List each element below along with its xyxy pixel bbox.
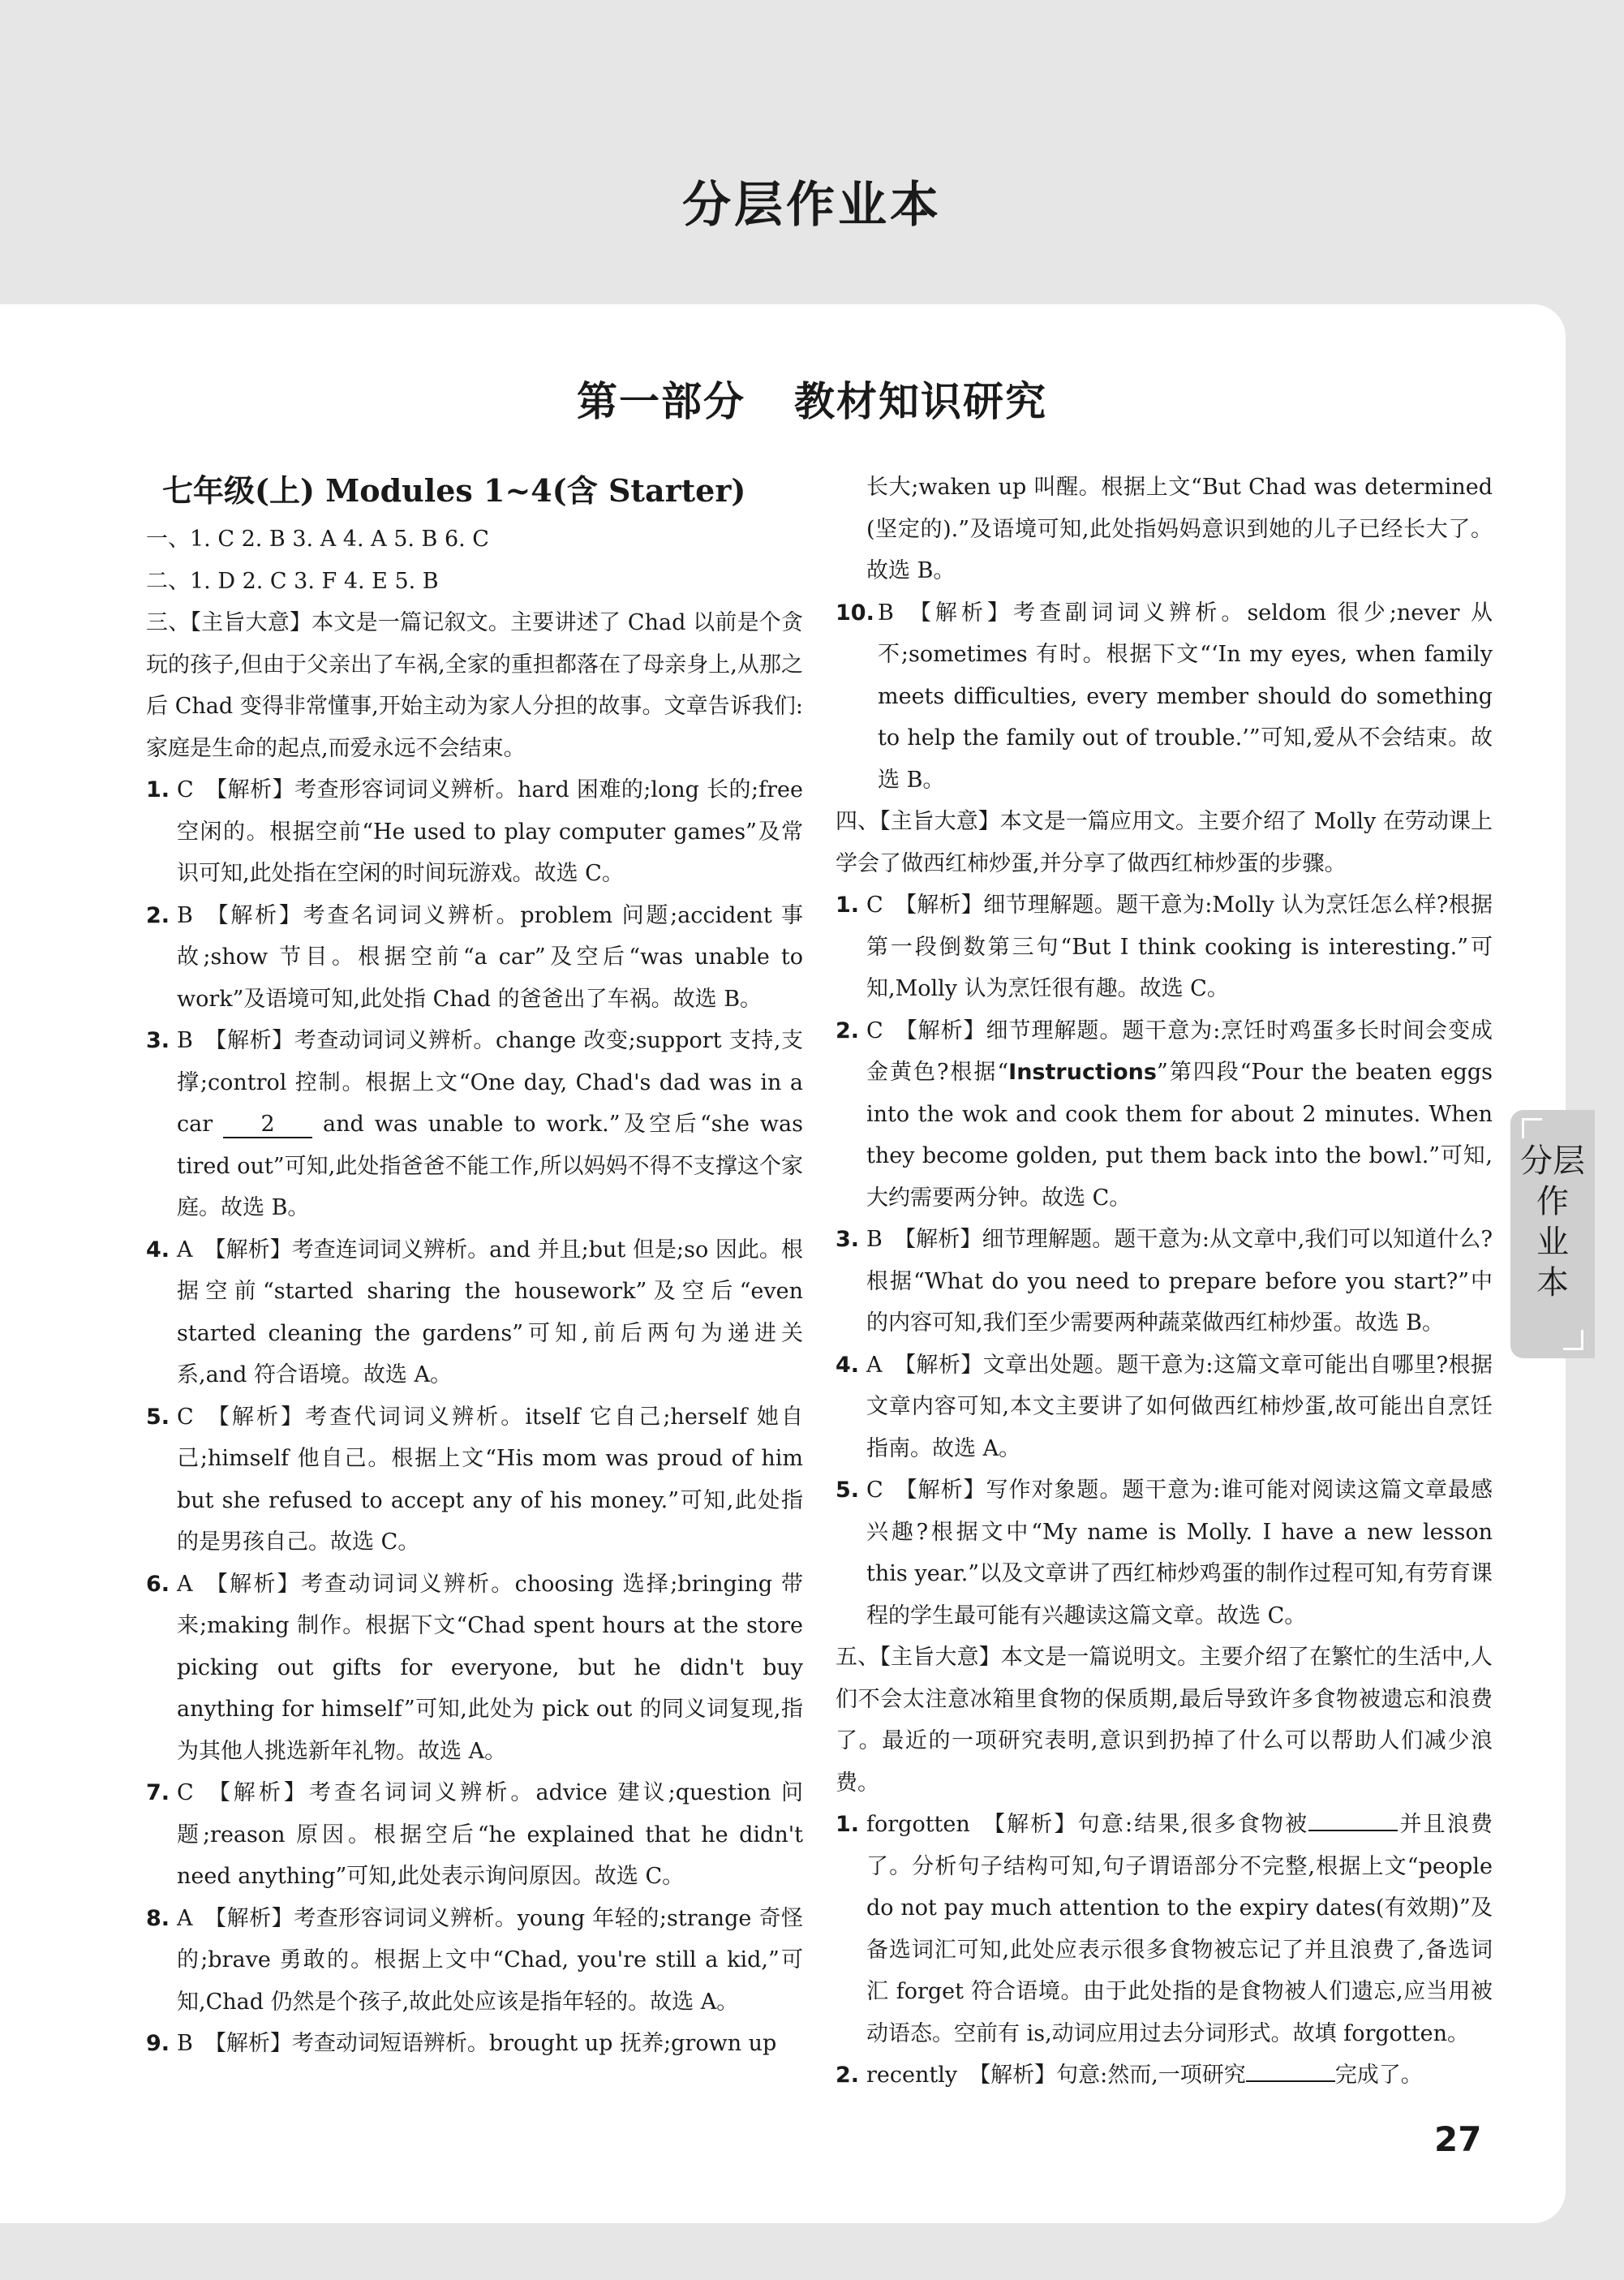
item-answer: C [866, 1017, 883, 1043]
item-answer: B [878, 600, 894, 626]
item-explanation: 【解析】考查副词词义辨析。seldom 很少;never 从不;sometimes 有时。根据下文“‘In my eyes, when family meets difficulties, every member should do something to help the family out of trouble.’”可知,爱从不会结束。故选 B。 [878, 600, 1493, 793]
answer-item [146, 1772, 803, 1898]
item-explanation: 【解析】句意:结果,很多食物被 [981, 1812, 1309, 1837]
side-tab-line1: 分层 [1520, 1142, 1585, 1180]
blank-line [1308, 1830, 1398, 1831]
section-1-answers: 一、1. C 2. B 3. A 4. A 5. B 6. C [146, 527, 489, 552]
item-explanation: 【解析】句意:然而,一项研究 [969, 2063, 1246, 2088]
item-explanation: 【解析】考查名词词义辨析。advice 建议;question 问题;reason 原因。根据空后“he explained that he didn't need anything”可知,此处表示询问原因。故选 C。 [177, 1780, 803, 1889]
bracket-corner-icon [1522, 1118, 1542, 1138]
section-5-summary: 五、【主旨大意】本文是一篇说明文。主要介绍了在繁忙的生活中,人们不会太注意冰箱里食物的保质期,最后导致许多食物被遗忘和浪费了。最近的一项研究表明,意识到扔掉了什么可以帮助人们减少浪费。 [836, 1645, 1493, 1796]
answer-item [836, 884, 1493, 1010]
item-explanation-cont: and was unable to work.”及空后“she was tired out”可知,此处指爸爸不能工作,所以妈妈不得不支撑这个家庭。故选 B。 [177, 1112, 803, 1220]
item-number: 1. [836, 893, 860, 918]
part-label: 第一部分 [577, 378, 745, 425]
item-number: 4. [836, 1352, 860, 1378]
answer-item [146, 769, 803, 895]
item-answer: B [177, 902, 193, 928]
answer-item [146, 895, 803, 1021]
section-4-summary: 四、【主旨大意】本文是一篇应用文。主要介绍了 Molly 在劳动课上学会了做西红柿炒蛋,并分享了做西红柿炒蛋的步骤。 [836, 809, 1493, 876]
item-answer: forgotten [866, 1812, 970, 1837]
blank-line [1246, 2080, 1335, 2082]
answer-item [146, 1229, 803, 1396]
header-band [0, 0, 1624, 304]
side-tab-line2: 作业本 [1536, 1183, 1569, 1301]
item-number: 6. [146, 1571, 170, 1597]
item-explanation: 【解析】考查动词词义辨析。choosing 选择;bringing 带来;making 制作。根据下文“Chad spent hours at the store picking out gifts for everyone, but he didn't buy anything for himself”可知,此处为 pick out 的同义词复现,指为其他人挑选新年礼物。故选 A。 [177, 1571, 803, 1764]
item-explanation: 【解析】细节理解题。题干意为:烹饪时鸡蛋多长时间会变成金黄色?根据“ [866, 1017, 1493, 1085]
item-number: 10. [836, 600, 874, 626]
banner-title: 分层作业本 [682, 177, 942, 234]
item-explanation: 【解析】考查动词词义辨析。change 改变;support 支持,支撑;control 控制。根据上文“One day, Chad's dad was in a car [177, 1028, 803, 1137]
item-explanation-cont: ”第四段“Pour the beaten eggs into the wok and cook them for about 2 minutes. When they become golden, put them back into the bowl.”可知,大约需要两分钟。故选 C。 [866, 1060, 1493, 1211]
item-answer: A [866, 1352, 883, 1378]
part-title [0, 369, 1624, 428]
answer-item [146, 2023, 803, 2065]
answer-item [836, 1344, 1493, 1470]
item-explanation: 【解析】考查代词词义辨析。itself 它自己;herself 她自己;himself 他自己。根据上文“His mom was proud of him but she refused to accept any of his money.”可知,此处指的是男孩自己。故选 C。 [177, 1404, 803, 1555]
item-answer: A [177, 1237, 193, 1263]
answer-item [836, 1469, 1493, 1637]
item-number: 3. [146, 1028, 170, 1053]
answer-item [836, 592, 1493, 802]
instructions-term: Instructions [1008, 1060, 1157, 1085]
item-number: 5. [836, 1478, 860, 1503]
item-number: 5. [146, 1404, 170, 1430]
answer-item [146, 1564, 803, 1773]
item-answer: recently [866, 2063, 958, 2088]
item-number: 3. [836, 1227, 860, 1252]
item-explanation: 【解析】考查连词词义辨析。and 并且;but 但是;so 因此。根据空前“started sharing the housework”及空后“even started cleaning the gardens”可知,前后两句为递进关系,and 符合语境。故选 A。 [177, 1237, 803, 1387]
answer-item [146, 1396, 803, 1564]
page-number: 27 [1434, 2119, 1482, 2159]
bracket-corner-icon [1563, 1330, 1583, 1350]
item-number: 2. [836, 1017, 860, 1043]
item-number: 9. [146, 2031, 170, 2056]
side-tab [1510, 1110, 1595, 1358]
answer-item [146, 1898, 803, 2024]
item-number: 2. [836, 2063, 860, 2088]
item-explanation: 【解析】考查形容词词义辨析。hard 困难的;long 长的;free 空闲的。根据空前“He used to play computer games”及常识可知,此处指在空闲的时间玩游戏。故选 C。 [177, 777, 803, 886]
item-explanation: 【解析】考查动词短语辨析。brought up 抚养;grown up [204, 2031, 777, 2056]
item-explanation: 【解析】细节理解题。题干意为:从文章中,我们可以知道什么?根据“What do you need to prepare before you start?”中的内容可知,我们至少需要两种蔬菜做西红柿炒蛋。故选 B。 [866, 1227, 1493, 1336]
item-answer: C [177, 1780, 194, 1805]
item-answer: B [866, 1227, 883, 1252]
item-answer: A [177, 1905, 193, 1931]
right-column [836, 467, 1493, 2097]
section-3-summary: 三、【主旨大意】本文是一篇记叙文。主要讲述了 Chad 以前是个贪玩的孩子,但由于父亲出了车祸,全家的重担都落在了母亲身上,从那之后 Chad 变得非常懂事,开始主动为家人分担的故事。文章告诉我们:家庭是生命的起点,而爱永远不会结束。 [146, 610, 803, 761]
grade-title: 七年级(上) Modules 1~4(含 Starter) [162, 472, 746, 509]
answer-item [146, 1020, 803, 1229]
answer-item-continued [836, 467, 1493, 592]
answer-item [836, 1804, 1493, 2054]
item-number: 1. [146, 777, 170, 802]
item-number: 2. [146, 902, 170, 928]
item-answer: B [177, 2031, 193, 2056]
item-number: 4. [146, 1237, 170, 1263]
item-number: 1. [836, 1812, 860, 1837]
left-column [146, 467, 803, 2065]
answer-item [836, 1219, 1493, 1344]
item-answer: C [866, 893, 883, 918]
item-explanation: 【解析】细节理解题。题干意为:Molly 认为烹饪怎么样?根据第一段倒数第三句“But I think cooking is interesting.”可知,Molly 认为烹饪很有趣。故选 C。 [866, 893, 1493, 1001]
item-number: 7. [146, 1780, 170, 1805]
answer-item [836, 2054, 1493, 2097]
answer-item [836, 1010, 1493, 1220]
item-explanation: 长大;waken up 叫醒。根据上文“But Chad was determined (坚定的).”及语境可知,此处指妈妈意识到她的儿子已经长大了。故选 B。 [866, 475, 1493, 583]
item-number: 8. [146, 1905, 170, 1931]
item-explanation-cont: 完成了。 [1334, 2063, 1423, 2088]
item-answer: C [177, 1404, 194, 1430]
part-name: 教材知识研究 [794, 378, 1047, 425]
blank-number: 2 [223, 1112, 312, 1138]
item-answer: C [866, 1478, 883, 1503]
item-explanation: 【解析】考查形容词词义辨析。young 年轻的;strange 奇怪的;brave 勇敢的。根据上文中“Chad, you're still a kid,”可知,Chad 仍然是个孩子,故此处应该是指年轻的。故选 A。 [177, 1905, 803, 2015]
item-answer: C [177, 777, 194, 802]
item-explanation: 【解析】写作对象题。题干意为:谁可能对阅读这篇文章最感兴趣?根据文中“My name is Molly. I have a new lesson this year.”以及文章讲了西红柿炒鸡蛋的制作过程可知,有劳育课程的学生最可能有兴趣读这篇文章。故选 C。 [866, 1478, 1493, 1628]
item-answer: A [177, 1571, 193, 1597]
section-2-answers: 二、1. D 2. C 3. F 4. E 5. B [146, 568, 439, 594]
item-explanation-cont: 并且浪费了。分析句子结构可知,句子谓语部分不完整,根据上文“people do not pay much attention to the expiry dates(有效期)”及备选词汇可知,此处应表示很多食物被忘记了并且浪费了,备选词汇 forget 符合语境。由于此处指的是食物被人们遗忘,应当用被动语态。空前有 is,动词应用过去分词形式。故填 forgotten。 [866, 1812, 1493, 2046]
side-tab-label [1510, 1141, 1595, 1303]
item-explanation: 【解析】文章出处题。题干意为:这篇文章可能出自哪里?根据文章内容可知,本文主要讲了如何做西红柿炒蛋,故可能出自烹饪指南。故选 A。 [866, 1352, 1493, 1461]
item-explanation: 【解析】考查名词词义辨析。problem 问题;accident 事故;show 节目。根据空前“a car”及空后“was unable to work”及语境可知,此处指 Chad 的爸爸出了车祸。故选 B。 [177, 902, 803, 1012]
item-answer: B [177, 1028, 193, 1053]
